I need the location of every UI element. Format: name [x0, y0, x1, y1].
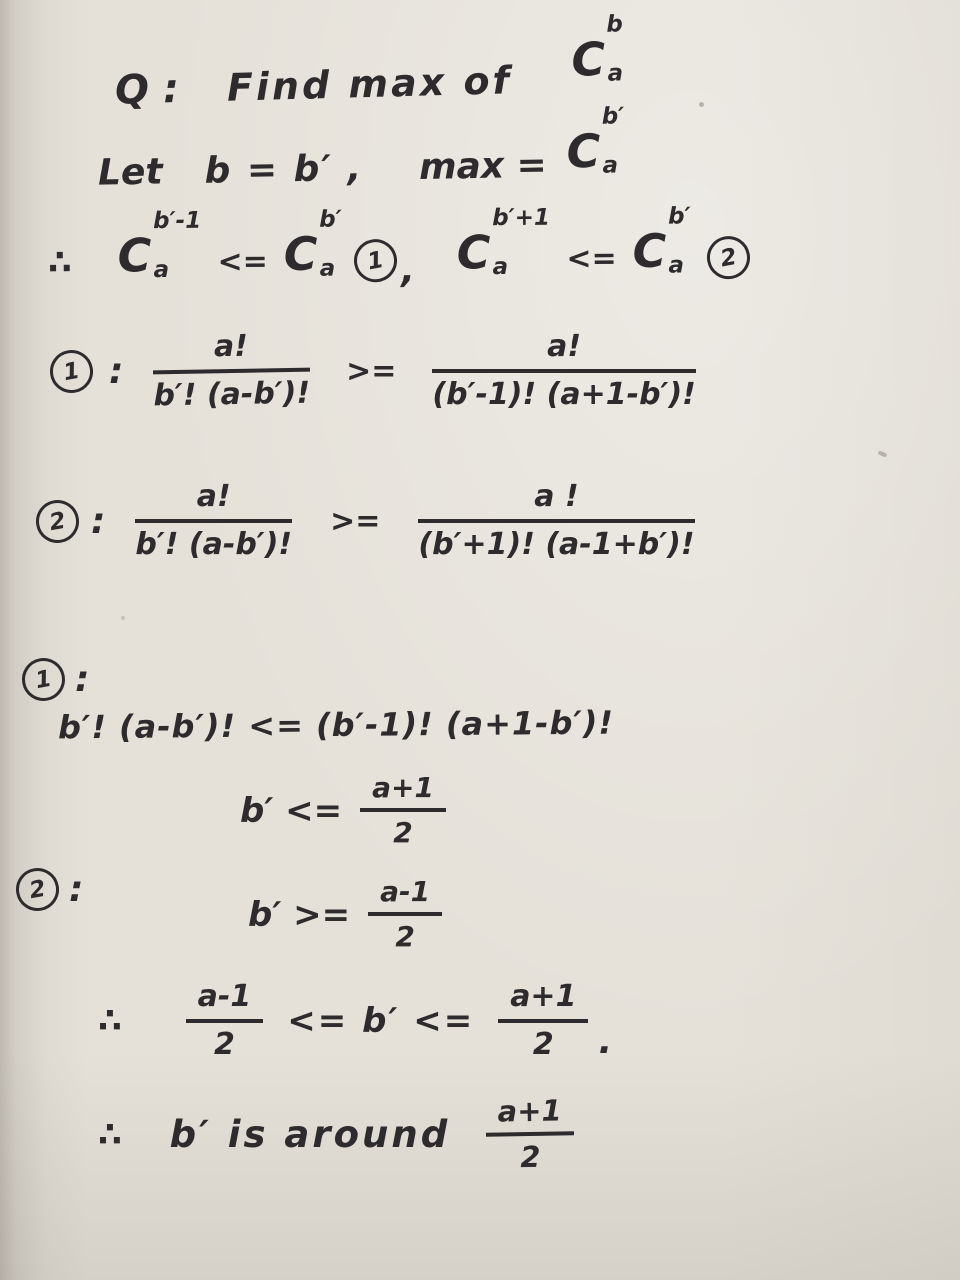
binom-coeff [566, 103, 626, 194]
line-simplify-1-result [240, 772, 446, 849]
geq-operator: >= [346, 353, 397, 389]
comb-subscript: a [607, 60, 624, 87]
comb-scripts [668, 205, 691, 277]
circled-1: 1 [19, 655, 69, 705]
comb-subscript: a [153, 257, 170, 284]
circled-2: 2 [33, 496, 83, 546]
fraction-numerator: a-1 [368, 876, 442, 916]
fraction-rhs [432, 330, 695, 412]
comb-scripts [606, 13, 624, 85]
paper-speck [878, 450, 888, 457]
comb-superscript: b′+1 [492, 204, 551, 232]
fraction-numerator: a! [135, 480, 292, 523]
fraction-numerator: a+1 [498, 980, 588, 1023]
comb-subscript: a [319, 255, 336, 282]
colon: : [91, 500, 106, 542]
binom-coeff [117, 207, 202, 299]
colon: : [109, 350, 124, 392]
fraction-numerator: a! [153, 329, 310, 374]
paper-speck [699, 102, 704, 107]
fraction-denominator: b′! (a-b′)! [135, 526, 293, 562]
fraction [368, 876, 442, 953]
comb-superscript: b [605, 11, 624, 38]
circled-2: 2 [703, 232, 753, 282]
factorial-inequality: b′! (a-b′)! <= (b′-1)! (a+1-b′)! [57, 703, 615, 747]
binom-coeff [456, 204, 551, 296]
comb-base: C [570, 31, 606, 87]
result-lhs: b′ >= [248, 894, 351, 935]
fraction-numerator: a! [432, 330, 695, 373]
result-lhs: b′ <= [240, 790, 343, 831]
comb-subscript: a [602, 152, 619, 179]
assume-eq: b = b′ , [204, 147, 364, 192]
therefore-symbol: ∴ [98, 1114, 122, 1155]
leq-operator: <= [566, 240, 617, 277]
fraction [485, 1094, 574, 1175]
fraction-denominator: 2 [214, 1026, 235, 1062]
line-simplify-2-result [248, 876, 442, 953]
circled-2: 2 [13, 865, 63, 915]
fraction-numerator: a ! [418, 480, 694, 523]
question-text: Find max of [226, 58, 513, 110]
fraction-numerator: a+1 [360, 772, 446, 812]
fraction-denominator: 2 [395, 920, 415, 954]
line-question [114, 11, 625, 130]
comb-subscript: a [668, 252, 685, 279]
fraction-numerator: a-1 [186, 980, 264, 1023]
paper-speck [121, 616, 125, 620]
fraction-denominator: (b′-1)! (a+1-b′)! [432, 376, 696, 412]
fraction [360, 772, 446, 849]
line-conclusion-final [98, 1095, 574, 1175]
fraction-numerator: a+1 [485, 1094, 574, 1137]
line-assume [97, 103, 625, 208]
comb-base: C [566, 123, 601, 179]
comb-scripts [492, 204, 551, 281]
binom-coeff [570, 11, 625, 102]
line-inequalities [47, 203, 751, 299]
comb-superscript: b′ [601, 103, 625, 130]
fraction-lhs [153, 329, 311, 414]
question-label: Q : [114, 65, 180, 114]
fraction-lhs [135, 480, 292, 562]
colon: : [69, 869, 84, 910]
fraction-denominator: (b′+1)! (a-1+b′)! [418, 526, 695, 562]
circled-1: 1 [47, 346, 97, 396]
comb-superscript: b′-1 [152, 207, 202, 235]
line-simplify-2-tag [16, 868, 83, 911]
therefore-symbol: ∴ [47, 242, 72, 284]
comb-scripts [319, 208, 342, 280]
fraction-lower [186, 980, 264, 1062]
line-expand-1 [50, 330, 696, 412]
binom-coeff [632, 203, 691, 294]
fraction-rhs [418, 480, 694, 562]
comb-scripts [602, 105, 626, 177]
therefore-symbol: ∴ [98, 1001, 122, 1041]
comma: , [401, 249, 416, 291]
conclusion-text: b′ is around [169, 1113, 451, 1157]
let-label: Let [97, 150, 163, 194]
line-simplify-1-tag [22, 658, 89, 701]
binom-coeff [283, 206, 342, 297]
circled-1: 1 [351, 235, 401, 285]
fraction-denominator: b′! (a-b′)! [153, 375, 311, 413]
range-middle: <= b′ <= [287, 1001, 475, 1041]
comb-superscript: b′ [319, 206, 342, 233]
fraction-denominator: 2 [532, 1026, 554, 1062]
leq-operator: <= [217, 243, 268, 280]
comb-scripts [152, 207, 202, 284]
period: . [598, 1021, 613, 1062]
fraction-denominator: 2 [520, 1140, 541, 1175]
line-expand-2 [36, 480, 695, 562]
comb-base: C [632, 223, 667, 278]
geq-operator: >= [330, 503, 381, 539]
fraction-denominator: 2 [393, 816, 413, 850]
comb-superscript: b′ [667, 203, 691, 230]
colon: : [75, 659, 90, 700]
fraction-upper [498, 980, 588, 1062]
line-conclusion-range [98, 980, 612, 1062]
comb-base: C [283, 226, 318, 282]
max-eq: max = [418, 144, 548, 188]
line-simplify-1-eq [58, 704, 614, 747]
comb-base: C [117, 228, 152, 283]
comb-base: C [456, 225, 491, 280]
comb-subscript: a [492, 254, 509, 281]
